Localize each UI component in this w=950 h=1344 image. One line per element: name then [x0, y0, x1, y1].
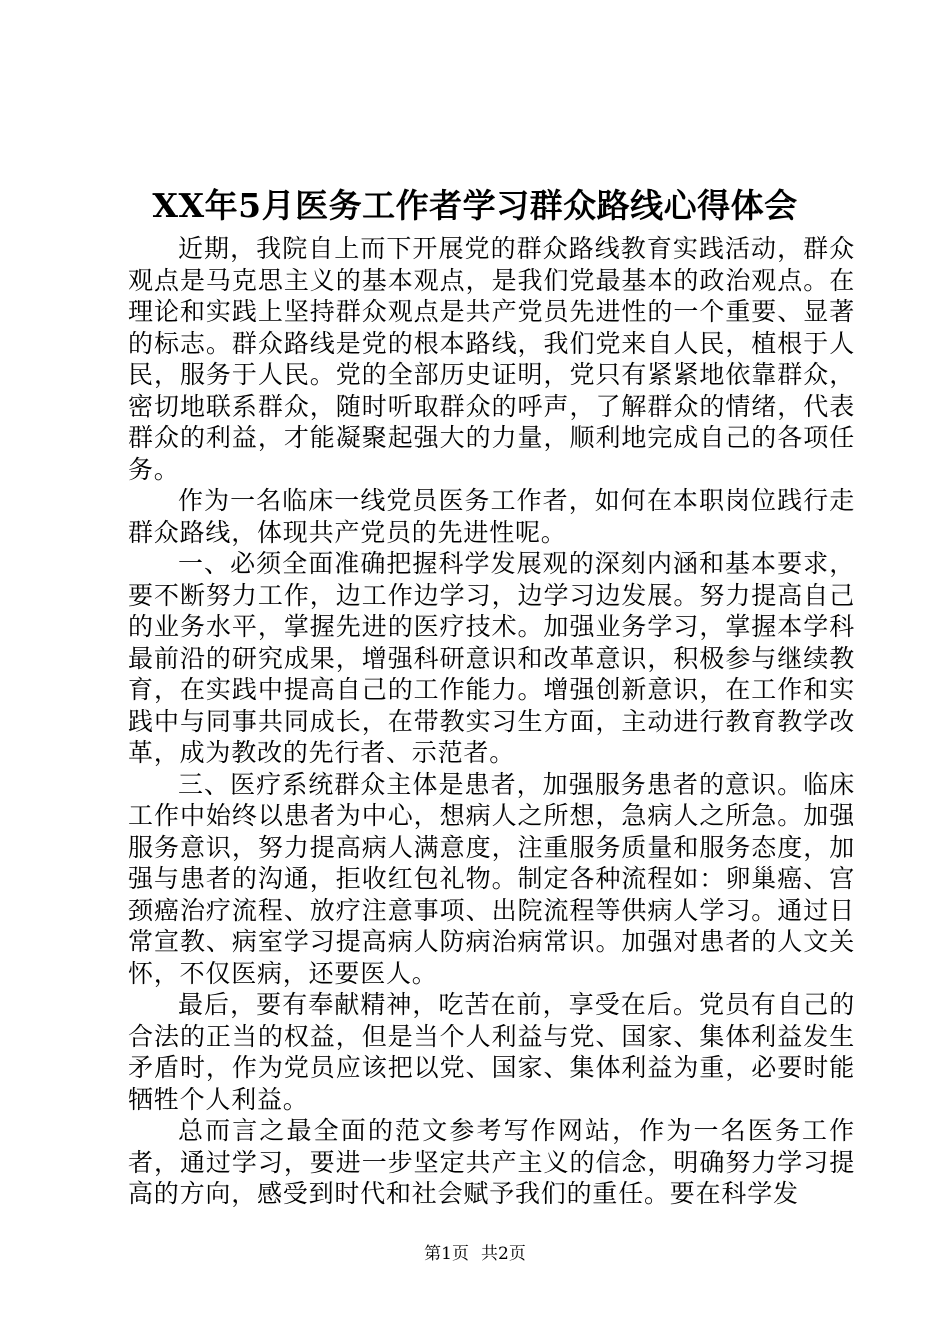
page-total: 共2页	[481, 1244, 526, 1264]
paragraph-1: 近期，我院自上而下开展党的群众路线教育实践活动，群众观点是马克思主义的基本观点，是我们党最基本的政治观点。在理论和实践上坚持群众观点是共产党员先进性的一个重要、显著的标志。群众路线是党的根本路线，我们党来自人民，植根于人民，服务于人民。党的全部历史证明，党只有紧紧地依靠群众，密切地联系群众，随时听取群众的呼声，了解群众的情绪，代表群众的利益，才能凝聚起强大的力量，顺利地完成自己的各项任务。	[128, 234, 855, 484]
document-title: XX年5月医务工作者学习群众路线心得体会	[152, 186, 798, 225]
document-body	[128, 233, 855, 1210]
page-footer	[0, 1243, 950, 1265]
paragraph-4: 三、医疗系统群众主体是患者，加强服务患者的意识。临床工作中始终以患者为中心，想病人之所想，急病人之所急。加强服务意识，努力提高病人满意度，注重服务质量和服务态度，加强与患者的沟通，拒收红包礼物。制定各种流程如：卵巢癌、宫颈癌治疗流程、放疗注意事项、出院流程等供病人学习。通过日常宣教、病室学习提高病人防病治病常识。加强对患者的人文关怀，不仅医病，还要医人。	[128, 769, 855, 988]
page-number: 第1页	[424, 1244, 469, 1264]
paragraph-3: 一、必须全面准确把握科学发展观的深刻内涵和基本要求，要不断努力工作，边工作边学习，边学习边发展。努力提高自己的业务水平，掌握先进的医疗技术。加强业务学习，掌握本学科最前沿的研究成果，增强科研意识和改革意识，积极参与继续教育，在实践中提高自己的工作能力。增强创新意识，在工作和实践中与同事共同成长，在带教实习生方面，主动进行教育教学改革，成为教改的先行者、示范者。	[128, 549, 855, 767]
paragraph-6: 总而言之最全面的范文参考写作网站，作为一名医务工作者，通过学习，要进一步坚定共产主义的信念，明确努力学习提高的方向，感受到时代和社会赋予我们的重任。要在科学发	[128, 1116, 855, 1208]
paragraph-2: 作为一名临床一线党员医务工作者，如何在本职岗位践行走群众路线，体现共产党员的先进性呢。	[128, 486, 855, 547]
paragraph-5: 最后，要有奉献精神，吃苦在前，享受在后。党员有自己的合法的正当的权益，但是当个人利益与党、国家、集体利益发生矛盾时，作为党员应该把以党、国家、集体利益为重，必要时能牺牲个人利益。	[128, 990, 855, 1114]
